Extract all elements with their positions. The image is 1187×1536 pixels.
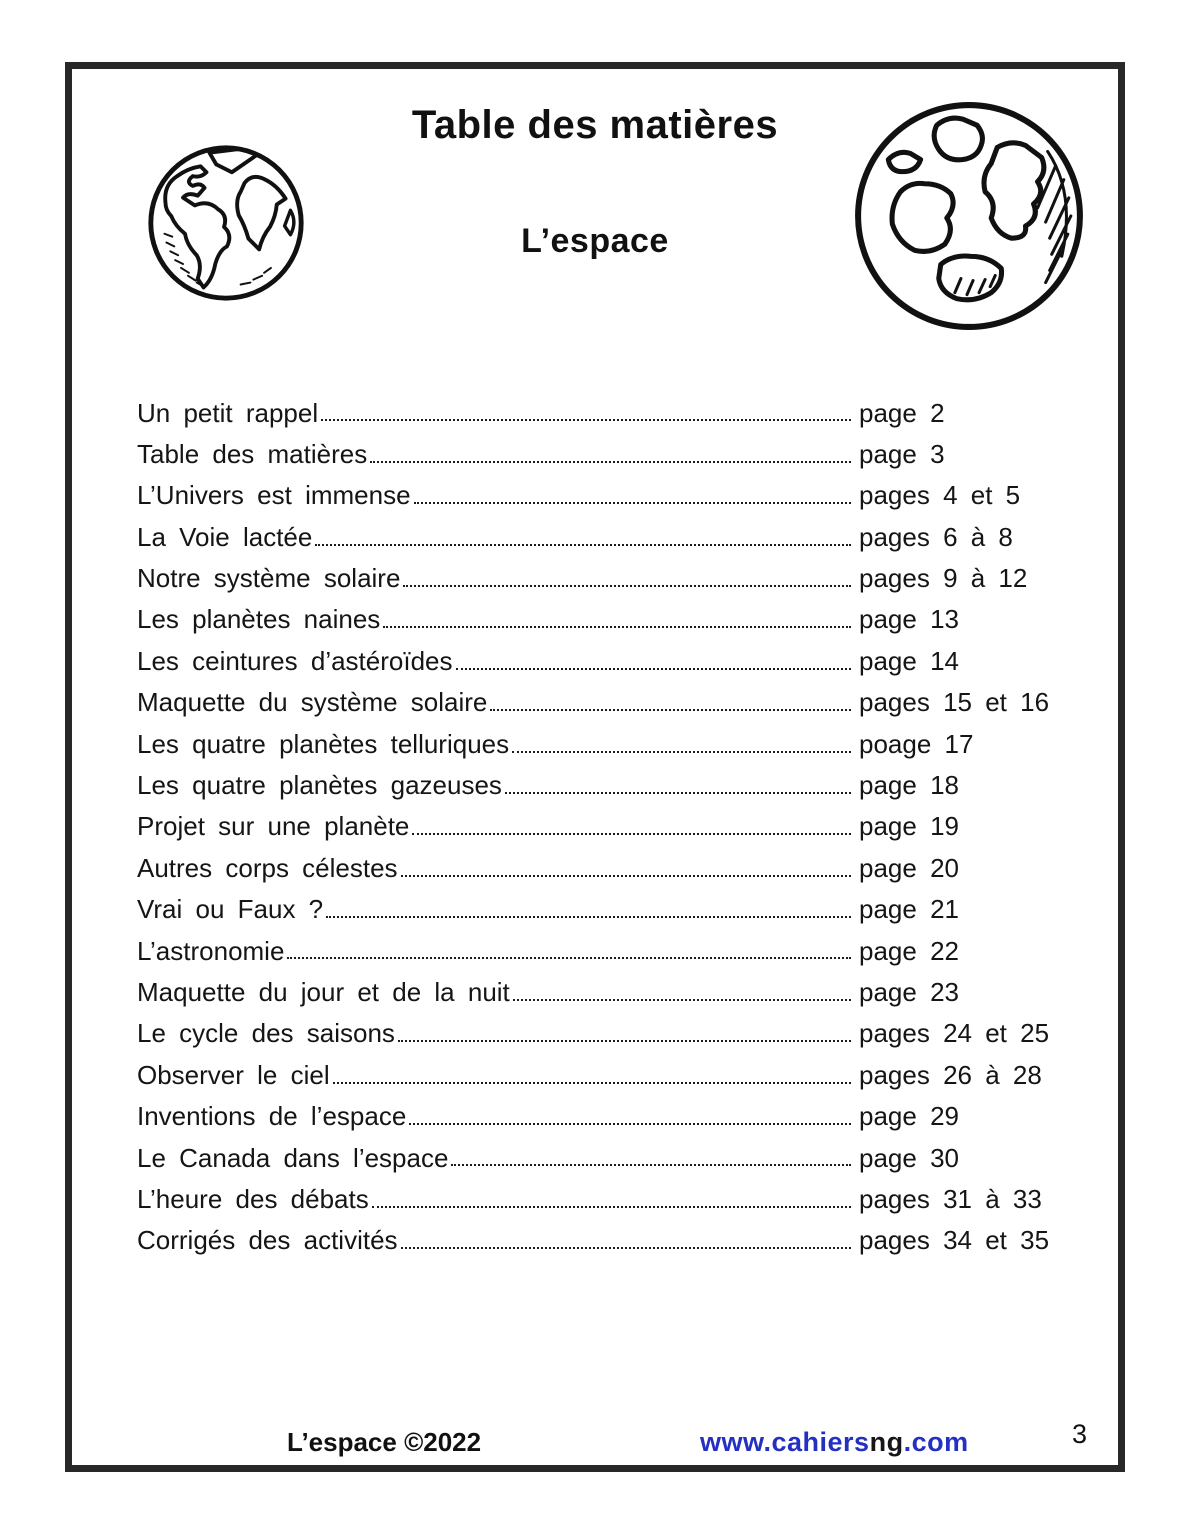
- toc-entry-label: Observer le ciel: [137, 1059, 330, 1090]
- toc-dot-leader: [287, 957, 851, 959]
- toc-entry-page: pages 6 à 8: [859, 521, 1013, 552]
- toc-entry-page: page 21: [859, 894, 959, 925]
- toc-row: [137, 511, 1061, 552]
- toc-entry-label: Maquette du jour et de la nuit: [137, 976, 510, 1007]
- toc-dot-leader: [372, 1206, 851, 1208]
- toc-dot-leader: [409, 1123, 851, 1125]
- website-mid: ng: [869, 1427, 904, 1457]
- toc-dot-leader: [414, 502, 851, 504]
- page-subtitle: L’espace: [521, 222, 669, 260]
- toc-row: [137, 677, 1061, 718]
- toc-entry-page: page 22: [859, 935, 959, 966]
- toc-entry-label: L’astronomie: [137, 935, 285, 966]
- toc-entry-label: Vrai ou Faux ?: [137, 894, 324, 925]
- toc-entry-label: Le Canada dans l’espace: [137, 1142, 449, 1173]
- toc-dot-leader: [326, 916, 851, 918]
- toc-entry-label: Le cycle des saisons: [137, 1018, 395, 1049]
- toc-row: [137, 387, 1061, 428]
- toc-row: [137, 884, 1061, 925]
- toc-entry-page: page 3: [859, 438, 945, 469]
- toc-entry-label: Les quatre planètes telluriques: [137, 728, 510, 759]
- toc-row: [137, 760, 1061, 801]
- toc-dot-leader: [490, 709, 851, 711]
- toc-dot-leader: [398, 1040, 851, 1042]
- toc-entry-label: L’Univers est immense: [137, 480, 411, 511]
- toc-dot-leader: [333, 1082, 851, 1084]
- toc-entry-page: page 20: [859, 852, 959, 883]
- toc-entry-label: Les planètes naines: [137, 604, 381, 635]
- toc-dot-leader: [401, 1247, 851, 1249]
- toc-dot-leader: [513, 999, 851, 1001]
- toc-entry-page: pages 34 et 35: [859, 1225, 1050, 1256]
- toc-entry-page: pages 4 et 5: [859, 480, 1021, 511]
- toc-dot-leader: [403, 585, 851, 587]
- toc-dot-leader: [383, 626, 851, 628]
- toc-entry-label: La Voie lactée: [137, 521, 313, 552]
- toc-entry-label: Corrigés des activités: [137, 1225, 398, 1256]
- toc-entry-label: Les ceintures d’astéroïdes: [137, 645, 453, 676]
- toc-row: [137, 1173, 1061, 1214]
- website-link[interactable]: [700, 1427, 969, 1458]
- toc-entry-page: page 29: [859, 1101, 959, 1132]
- toc-entry-page: page 14: [859, 645, 959, 676]
- page-border-frame: [65, 62, 1125, 1472]
- toc-entry-page: page 30: [859, 1142, 959, 1173]
- toc-entry-page: page 19: [859, 811, 959, 842]
- toc-dot-leader: [321, 419, 851, 421]
- toc-entry-page: pages 26 à 28: [859, 1059, 1042, 1090]
- toc-entry-label: Autres corps célestes: [137, 852, 398, 883]
- toc-entry-label: Inventions de l’espace: [137, 1101, 407, 1132]
- toc-dot-leader: [451, 1164, 851, 1166]
- toc-dot-leader: [505, 792, 851, 794]
- toc-row: [137, 470, 1061, 511]
- toc-entry-page: page 2: [859, 397, 945, 428]
- toc-row: [137, 635, 1061, 676]
- toc-row: [137, 1215, 1061, 1256]
- toc-dot-leader: [512, 751, 851, 753]
- toc-row: [137, 842, 1061, 883]
- toc-entry-page: poage 17: [859, 728, 974, 759]
- toc-entry-label: Notre système solaire: [137, 563, 401, 594]
- toc-dot-leader: [315, 544, 851, 546]
- toc-entry-label: Les quatre planètes gazeuses: [137, 770, 502, 801]
- toc-entry-label: Projet sur une planète: [137, 811, 410, 842]
- toc-entry-label: Table des matières: [137, 438, 368, 469]
- toc-entry-page: pages 15 et 16: [859, 687, 1050, 718]
- toc-entry-label: Maquette du système solaire: [137, 687, 488, 718]
- toc-row: [137, 925, 1061, 966]
- page-title: Table des matières: [411, 103, 779, 147]
- toc-row: [137, 966, 1061, 1007]
- footer-copyright: L’espace ©2022: [287, 1427, 482, 1457]
- toc-dot-leader: [370, 461, 851, 463]
- website-prefix: www.cahiers: [700, 1427, 870, 1457]
- website-suffix: .com: [903, 1427, 969, 1457]
- toc-entry-page: pages 24 et 25: [859, 1018, 1050, 1049]
- toc-entry-page: page 18: [859, 770, 959, 801]
- toc-row: [137, 553, 1061, 594]
- page-number: 3: [1072, 1419, 1088, 1449]
- toc-row: [137, 428, 1061, 469]
- toc-dot-leader: [401, 875, 851, 877]
- toc-row: [137, 718, 1061, 759]
- toc-row: [137, 801, 1061, 842]
- toc-list: [137, 387, 1061, 1256]
- toc-row: [137, 1049, 1061, 1090]
- toc-entry-page: page 23: [859, 976, 959, 1007]
- toc-entry-page: pages 9 à 12: [859, 563, 1028, 594]
- toc-dot-leader: [412, 833, 851, 835]
- toc-entry-label: L’heure des débats: [137, 1183, 369, 1214]
- toc-row: [137, 1008, 1061, 1049]
- toc-row: [137, 1091, 1061, 1132]
- toc-dot-leader: [456, 668, 851, 670]
- toc-entry-page: page 13: [859, 604, 959, 635]
- toc-entry-label: Un petit rappel: [137, 397, 319, 428]
- toc-row: [137, 594, 1061, 635]
- toc-row: [137, 1132, 1061, 1173]
- toc-entry-page: pages 31 à 33: [859, 1183, 1042, 1214]
